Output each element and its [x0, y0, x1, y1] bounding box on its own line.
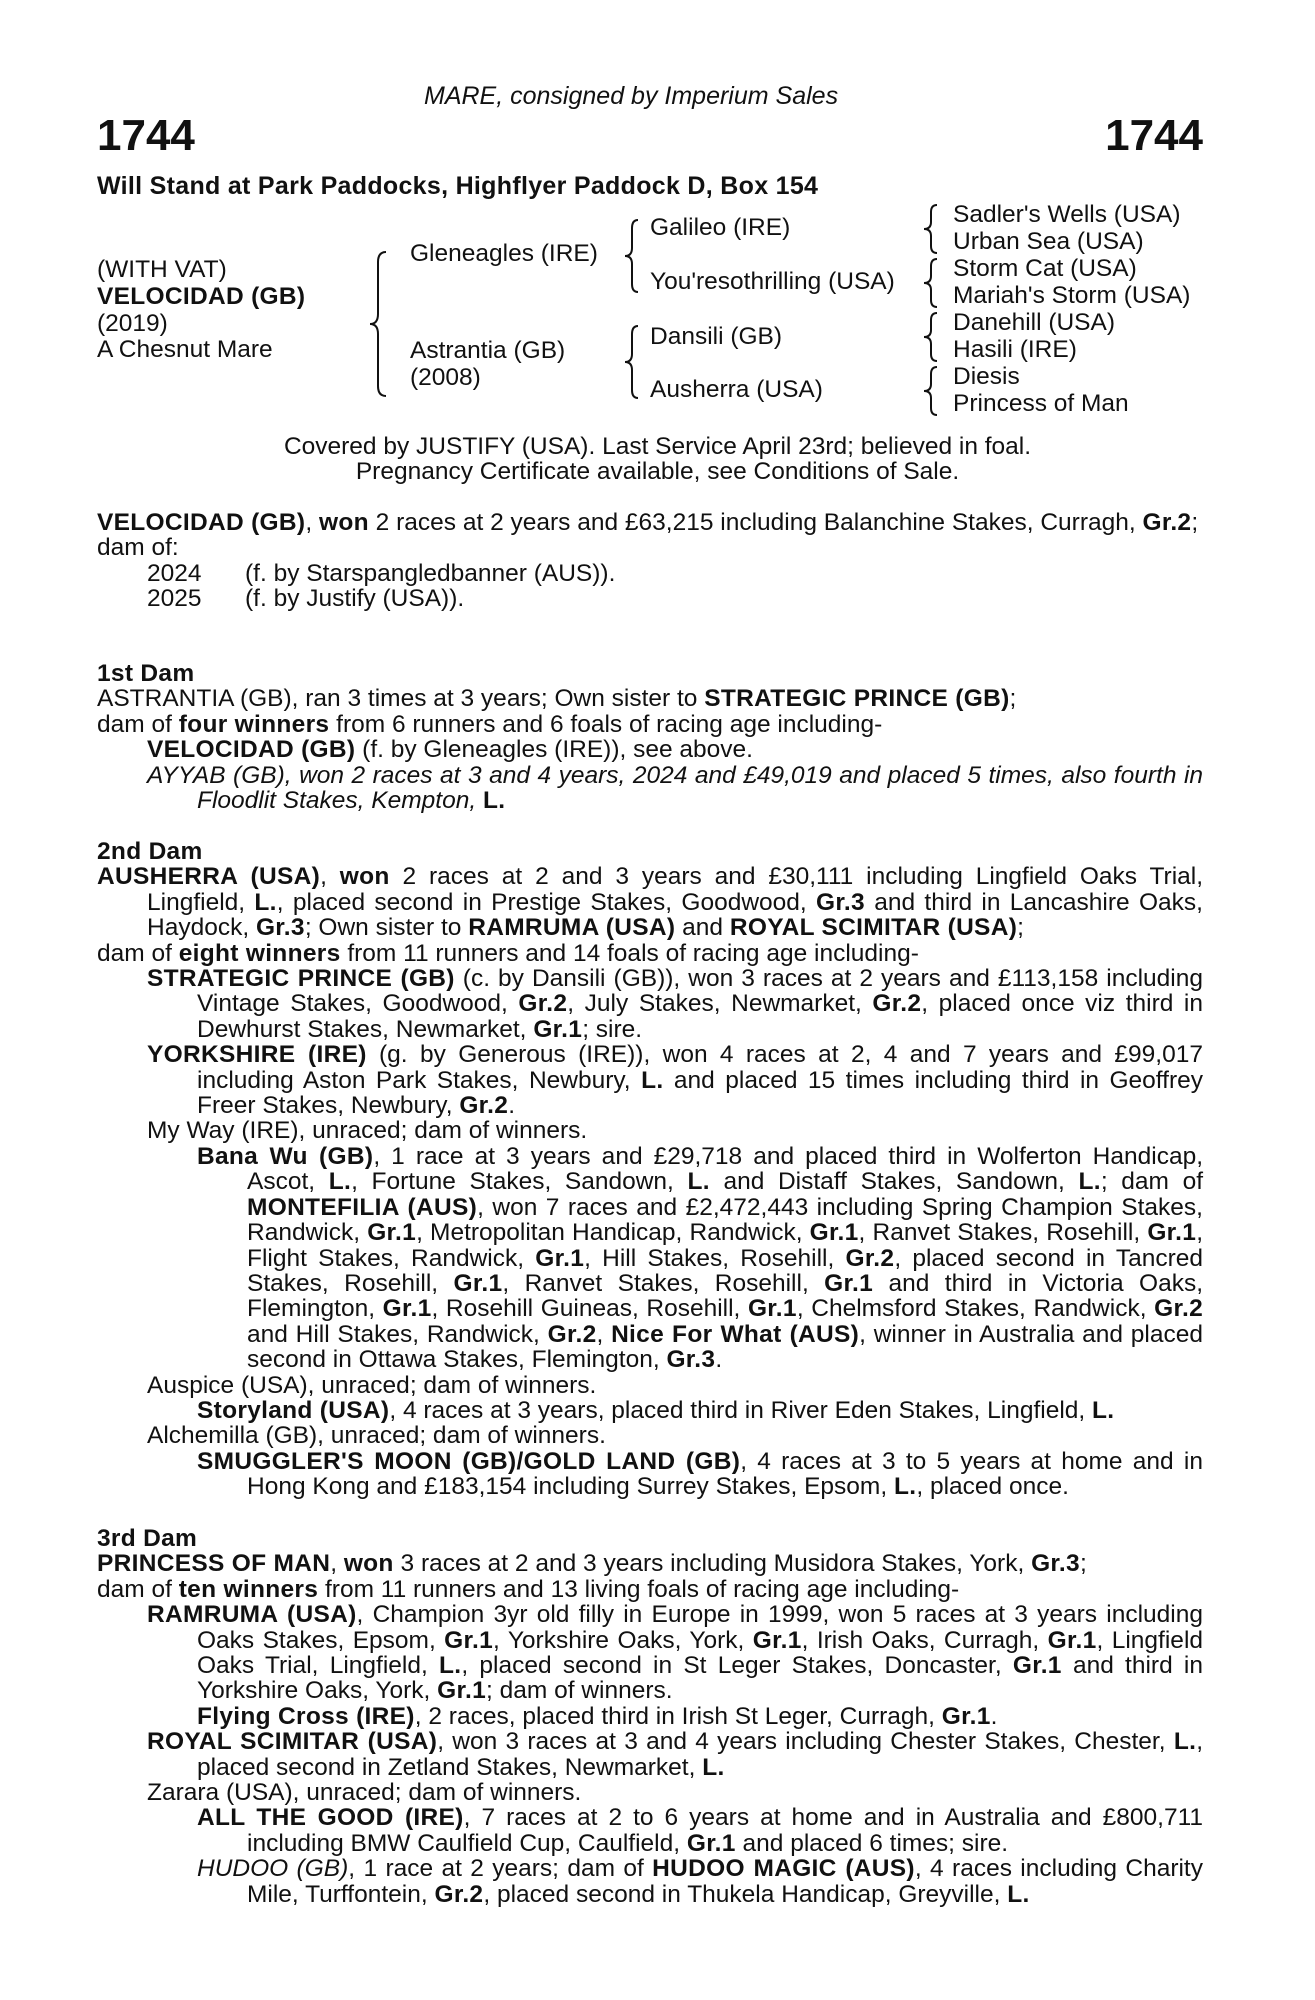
grade-label: Gr.2 — [518, 990, 568, 1018]
first-dam-text: (f. by Gleneagles (IRE)), see above. — [355, 736, 753, 764]
dam-text: , 2 races, placed third in Irish St Leger, Curragh, — [414, 1702, 942, 1730]
pedigree-brace-g1 — [920, 202, 942, 256]
grade-label: Gr.3 — [816, 888, 865, 916]
winners-count: eight winners — [178, 939, 341, 967]
dam-text: , Fortune Stakes, Sandown, — [351, 1168, 688, 1196]
dam-text: viz third in Dewhurst Stakes, Newmarket, — [197, 990, 1204, 1043]
dam-text: including BMW Caulfield Cup, Caulfield, — [247, 1829, 687, 1857]
ancestor-g1: Sadler's Wells (USA) — [953, 201, 1181, 228]
dam-text: , Ranvet Stakes, Rosehill, — [502, 1269, 825, 1297]
ancestor-g2: Urban Sea (USA) — [953, 228, 1144, 255]
location-line: Will Stand at Park Paddocks, Highflyer Paddock D, Box 154 — [97, 172, 819, 200]
dam-text: and — [675, 914, 730, 942]
dam-text: and Distaff Stakes, Sandown, — [709, 1168, 1079, 1196]
grade-label: L. — [1092, 1396, 1115, 1424]
dam-text: in Victoria Oaks, Flemington, — [247, 1269, 1204, 1323]
dam-text: including Vintage Stakes, Goodwood, — [197, 965, 1203, 1018]
ancestor-g8: Princess of Man — [953, 390, 1129, 417]
dam-text: , 4 races including — [914, 1855, 1118, 1883]
dam-text: , 1 race at 2 years; dam of — [348, 1855, 653, 1883]
grade-label: Gr.2 — [872, 990, 922, 1018]
won-label: won — [343, 1550, 394, 1578]
produce-row — [97, 561, 1203, 586]
pedigree-brace-main — [364, 248, 394, 400]
horse-name-italic: HUDOO (GB) — [197, 1855, 349, 1883]
grade-label: Gr.1 — [686, 1829, 736, 1857]
horse-name-bold: VELOCIDAD (GB) — [147, 736, 356, 764]
first-dam-text: fourth in Floodlit Stakes, Kempton, — [197, 761, 1204, 815]
sire-dam-name: You'resothrilling (USA) — [650, 268, 895, 295]
pedigree-brace-g3 — [920, 310, 942, 364]
dam-text: Alchemilla (GB), unraced; dam of winners. — [147, 1422, 606, 1450]
dam-text: 3 races at 2 and 3 years including Musidora Stakes, York, — [393, 1550, 1032, 1578]
grade-label: Gr.1 — [535, 1244, 585, 1272]
first-dam-section — [97, 661, 1203, 813]
ancestor-g6: Hasili (IRE) — [953, 336, 1077, 363]
lot-number-left: 1744 — [97, 111, 195, 160]
grade-label: L. — [482, 787, 506, 815]
dam-text: second in Tancred Stakes, Rosehill, — [247, 1244, 1203, 1297]
grade-label: L. — [328, 1168, 352, 1196]
dam-text: , July Stakes, Newmarket, — [567, 990, 873, 1018]
grade-label: Gr.2 — [845, 1244, 895, 1272]
grade-label: Gr.1 — [382, 1295, 432, 1323]
horse-name-bold: YORKSHIRE (IRE) — [147, 1041, 367, 1069]
produce-row — [97, 586, 1203, 611]
grade-label: Gr.2 — [547, 1320, 597, 1348]
horse-name: VELOCIDAD (GB) — [97, 283, 306, 310]
dam-text: (g. by Generous (IRE)), won 4 races at 2, 4 and 7 years and £99,017 — [366, 1041, 1203, 1069]
grade-label: Gr.3 — [1031, 1550, 1080, 1578]
intro-won: won — [318, 509, 369, 536]
third-dam-heading: 3rd Dam — [97, 1525, 198, 1552]
dam-text: , 4 races at 3 to 5 years at home — [740, 1447, 1123, 1475]
consignment-line: MARE, consigned by Imperium Sales — [424, 82, 839, 110]
grade-label: Gr.1 — [1012, 1652, 1062, 1680]
grade-label: Gr.2 — [1154, 1295, 1203, 1323]
horse-name-bold: SMUGGLER'S MOON (GB)/GOLD LAND (GB) — [197, 1447, 741, 1475]
dam-text: My Way (IRE), unraced; dam of winners. — [147, 1117, 588, 1145]
winners-count: ten winners — [178, 1575, 319, 1603]
intro-dam-of: dam of: — [97, 534, 179, 562]
dam-text: ; sire. — [582, 1015, 643, 1043]
dam-text: ; dam of — [1100, 1168, 1203, 1196]
pedigree-brace-sire — [620, 216, 644, 296]
produce-year: 2025 — [147, 585, 202, 613]
intro-section: VELOCIDAD (GB), won 2 races at 2 years and £63,215 including Balanchine Stakes, Curragh, Gr.2; dam of: 2024 (f. by Starspangledbanner (AUS)). 2025 (f. by Justify (USA)). — [97, 510, 1203, 612]
dam-text: , Hill Stakes, Rosehill, — [584, 1244, 846, 1272]
first-dam-text: , won 2 races at 3 and 4 years, 2024 and £49,019 and placed 5 times, also — [284, 761, 1107, 789]
grade-label: Gr.2 — [459, 1092, 509, 1120]
dam-text: and placed 15 times including third in Geoffrey — [663, 1066, 1203, 1094]
horse-name-bold: STRATEGIC PRINCE (GB) — [147, 965, 455, 993]
dam-text: , won 3 races at 3 and 4 years including Chester Stakes, — [437, 1728, 1067, 1756]
horse-name-bold: AUSHERRA (USA) — [97, 863, 321, 891]
grade-label: L. — [1007, 1880, 1030, 1908]
horse-vat: (WITH VAT) — [97, 256, 227, 283]
grade-label: Gr.1 — [444, 1626, 494, 1654]
winners-count: four winners — [178, 710, 330, 738]
dam-text: Stakes, Randwick, — [247, 1193, 1203, 1247]
dam-text: including Aston Park Stakes, Newbury, — [197, 1066, 642, 1094]
dam-text: Freer Stakes, Newbury, — [197, 1092, 460, 1120]
punct: , — [596, 1320, 612, 1348]
dam-text: and placed 6 times; sire. — [735, 1829, 1009, 1857]
punct: . — [990, 1702, 998, 1730]
grade-label: Gr.1 — [809, 1219, 859, 1247]
pedigree-brace-dam — [620, 322, 644, 402]
grade-label: L. — [439, 1652, 462, 1680]
grade-label: L. — [702, 1753, 725, 1781]
grade-label: Gr.1 — [533, 1015, 583, 1043]
dam-text: , placed second in Zetland Stakes, Newmarket, — [197, 1728, 1203, 1781]
dam-text: , Yorkshire Oaks, York, — [493, 1626, 753, 1654]
dam-text: , 7 races at 2 to 6 years at home and in Australia and £800,711 — [463, 1804, 1204, 1832]
horse-name-italic: AYYAB (GB) — [147, 761, 285, 789]
dam-text: , Champion 3yr old filly in Europe in 1999, won 5 races at 3 years — [356, 1601, 1098, 1629]
dam-text: ; dam of winners. — [486, 1677, 673, 1705]
first-dam-text: ASTRANTIA (GB), ran 3 times at 3 years; Own sister to — [97, 685, 705, 713]
grade-label: Gr.1 — [367, 1219, 417, 1247]
horse-name-bold: RAMRUMA (USA) — [468, 914, 676, 942]
dam-text: winner in Australia and placed second in Ottawa Stakes, Flemington, — [247, 1320, 1203, 1374]
ancestor-g4: Mariah's Storm (USA) — [953, 282, 1191, 309]
grade-label: L. — [254, 888, 277, 916]
covered-line-1: Covered by JUSTIFY (USA). Last Service April 23rd; believed in foal. — [283, 433, 1032, 460]
horse-name-bold: Storyland (USA) — [197, 1396, 390, 1424]
intro-text: 2 races at 2 years and £63,215 including Balanchine Stakes, Curragh, — [368, 509, 1136, 536]
dam-text: dam of — [97, 1575, 179, 1603]
dam-text: Charity Mile, Turffontein, — [247, 1855, 1203, 1908]
grade-label: Gr.1 — [437, 1677, 487, 1705]
dam-text: , placed second in Thukela Handicap, Greyville, — [483, 1880, 1008, 1908]
grade-label: L. — [893, 1473, 917, 1501]
grade-label: Gr.2 — [1142, 509, 1192, 536]
dam-text: Rosehill, — [1046, 1219, 1148, 1247]
grade-label: Gr.1 — [1047, 1626, 1097, 1654]
dam-text: , won 7 races and £2,472,443 including Spring Champion — [477, 1193, 1113, 1221]
dam-year: (2008) — [410, 364, 481, 391]
dam-text: , placed second in St Leger Stakes, Doncaster, — [461, 1652, 1002, 1680]
sire-sire-name: Galileo (IRE) — [650, 214, 791, 241]
dam-text: from 11 runners and 14 foals of racing age including- — [340, 939, 919, 967]
grade-label: Gr.3 — [255, 914, 305, 942]
grade-label: Gr.2 — [434, 1880, 484, 1908]
dam-text: and Hill Stakes, Randwick, — [247, 1320, 548, 1348]
first-dam-text: from 6 runners and 6 foals of racing age including- — [329, 710, 883, 738]
horse-name-bold: STRATEGIC PRINCE (GB) — [704, 685, 1010, 713]
punct: . — [508, 1092, 516, 1120]
grade-label: L. — [1173, 1728, 1197, 1756]
horse-name-bold: ALL THE GOOD (IRE) — [197, 1804, 464, 1832]
dam-text: Auspice (USA), unraced; dam of winners. — [147, 1371, 597, 1399]
horse-name-bold: ROYAL SCIMITAR (USA) — [729, 914, 1018, 942]
punct: ; — [1079, 1550, 1087, 1578]
produce-year: 2024 — [147, 559, 202, 587]
dam-text: including Oaks Stakes, Epsom, — [197, 1601, 1203, 1654]
horse-name-bold: Flying Cross (IRE) — [197, 1702, 415, 1730]
dam-text: , Irish Oaks, Curragh, — [801, 1626, 1040, 1654]
dam-text: 2 races at 2 and 3 years and £30,111 including Lingfield Oaks Trial, — [389, 863, 1204, 891]
punct: ; — [1017, 914, 1024, 942]
dam-text: , Ranvet Stakes, — [858, 1219, 1040, 1247]
ancestor-g7: Diesis — [953, 363, 1020, 390]
grade-label: Gr.1 — [941, 1702, 991, 1730]
horse-name-bold: RAMRUMA (USA) — [147, 1601, 357, 1629]
punct: ; — [1191, 509, 1199, 536]
dam-text: , placed once — [921, 990, 1075, 1018]
ancestor-g5: Danehill (USA) — [953, 309, 1116, 336]
dam-text: , placed once. — [916, 1473, 1069, 1501]
dam-text: , 1 race at 3 years and £29,718 and placed third in Wolferton Handicap, — [373, 1142, 1203, 1170]
dam-text: , Flight Stakes, Randwick, — [247, 1219, 1203, 1272]
intro-horse-name: VELOCIDAD (GB) — [97, 509, 306, 536]
horse-name-bold: ROYAL SCIMITAR (USA) — [147, 1728, 438, 1756]
grade-label: Gr.1 — [1147, 1219, 1197, 1247]
dam-text: , Rosehill Guineas, Rosehill, — [431, 1295, 748, 1323]
grade-label: Gr.1 — [752, 1626, 802, 1654]
produce-desc: (f. by Starspangledbanner (AUS)). — [245, 559, 616, 587]
dam-text: , placed second in Prestige Stakes, Goodwood, — [276, 888, 817, 916]
grade-label: Gr.1 — [453, 1269, 503, 1297]
sire-name: Gleneagles (IRE) — [410, 240, 598, 267]
punct: ; — [1009, 685, 1017, 713]
horse-name-bold: Bana Wu (GB) — [197, 1142, 374, 1170]
horse-year: (2019) — [97, 310, 168, 337]
horse-name-bold: Nice For What (AUS) — [611, 1320, 860, 1348]
dam-text: Chester, — [1074, 1728, 1174, 1756]
dam-text: Oaks, Haydock, — [147, 888, 1203, 942]
dam-text: (c. by Dansili (GB)), won 3 races at 2 years and £113,158 — [454, 965, 1099, 993]
dam-text: from 11 runners and 13 living foals of racing age including- — [318, 1575, 960, 1603]
first-dam-heading: 1st Dam — [97, 660, 195, 687]
horse-name-bold: PRINCESS OF MAN — [97, 1550, 331, 1578]
third-dam-section: 3rd Dam PRINCESS OF MAN, won 3 races at 2 and 3 years including Musidora Stakes, York, Gr.3; dam of ten winners from 11 runners and 13 living foals of racing age including- RAMRUMA (USA), Champion 3yr old filly in Europe in 1999, won 5 races at 3 years including Oaks Stakes, Epsom, Gr.1, Yorkshire Oaks, York, Gr.1, Irish Oaks, Curragh, Gr.1, Lingfield Oaks Trial, Lingfield, L., placed second in St Leger Stakes, Doncaster, Gr.1 and third in Yorkshire Oaks, York, Gr.1; dam of winners. Flying Cross (IRE), 2 races, placed third in Irish St Leger, Curragh, Gr.1. ROYAL SCIMITAR (USA), won 3 races at 3 and 4 years including Chester Stakes, Chester, L., placed second in Zetland Stakes, Newmarket, L. Zarara (USA), unraced; dam of winners. ALL THE GOOD (IRE), 7 races at 2 to 6 years at home and in Australia and £800,711 including BMW Caulfield Cup, Caulfield, Gr.1 and placed 6 times; sire. HUDOO (GB), 1 race at 2 years; dam of HUDOO MAGIC (AUS), 4 races including Charity Mile, Turffontein, Gr.2, placed second in Thukela Handicap, Greyville, L. — [97, 1525, 1204, 1908]
pedigree-brace-g4 — [920, 364, 942, 418]
dam-text: Zarara (USA), unraced; dam of winners. — [147, 1779, 582, 1807]
won-label: won — [339, 863, 390, 891]
horse-name-bold: HUDOO MAGIC (AUS) — [652, 1855, 915, 1883]
dam-text: , placed — [894, 1244, 985, 1272]
covered-line-2: Pregnancy Certificate available, see Conditions of Sale. — [355, 458, 960, 485]
second-dam-section: 2nd Dam AUSHERRA (USA), won 2 races at 2 and 3 years and £30,111 including Lingfield Oaks Trial, Lingfield, L., placed second in Prestige Stakes, Goodwood, Gr.3 and third in Lancashire Oaks, Haydock, Gr.3; Own sister to RAMRUMA (USA) and ROYAL SCIMITAR (USA); dam of eight winners from 11 runners and 14 foals of racing age including- STRATEGIC PRINCE (GB) (c. by Dansili (GB)), won 3 races at 2 years and £113,158 including Vintage Stakes, Goodwood, Gr.2, July Stakes, Newmarket, Gr.2, placed once viz third in Dewhurst Stakes, Newmarket, Gr.1; sire. YORKSHIRE (IRE) (g. by Generous (IRE)), won 4 races at 2, 4 and 7 years and £99,017 including Aston Park Stakes, Newbury, L. and placed 15 times including third in Geoffrey Freer Stakes, Newbury, Gr.2. My Way (IRE), unraced; dam of winners. Bana Wu (GB), 1 race at 3 years and £29,718 and placed third in Wolferton Handicap, Ascot, L., Fortune Stakes, Sandown, L. and Distaff Stakes, Sandown, L.; dam of MONTEFILIA (AUS), won 7 races and £2,472,443 including Spring Champion Stakes, Randwick, Gr.1, Metropolitan Handicap, Randwick, Gr.1, Ranvet Stakes, Rosehill, Gr.1, Flight Stakes, Randwick, Gr.1, Hill Stakes, Rosehill, Gr.2, placed second in Tancred Stakes, Rosehill, Gr.1, Ranvet Stakes, Rosehill, Gr.1 and third in Victoria Oaks, Flemington, Gr.1, Rosehill Guineas, Rosehill, Gr.1, Chelmsford Stakes, Randwick, Gr.2 and Hill Stakes, Randwick, Gr.2, Nice For What (AUS), winner in Australia and placed second in Ottawa Stakes, Flemington, Gr.3. Auspice (USA), unraced; dam of winners. Storyland (USA), 4 races at 3 years, placed third in River Eden Stakes, Lingfield, L. Alchemilla (GB), unraced; dam of winners. SMUGGLER'S MOON (GB)/GOLD LAND (GB), 4 races at 3 to 5 years at home and in Hong Kong and £183,154 including Surrey Stakes, Epsom, L., placed once. — [97, 838, 1204, 1501]
grade-label: Gr.1 — [824, 1269, 874, 1297]
grade-label: Gr.3 — [666, 1346, 716, 1374]
dam-text: , Metropolitan Handicap, Randwick, — [416, 1219, 810, 1247]
dam-text: and in Hong Kong and £183,154 including Surrey Stakes, Epsom, — [247, 1447, 1203, 1501]
grade-label: Gr.1 — [747, 1295, 797, 1323]
second-dam-heading: 2nd Dam — [97, 838, 203, 865]
dam-text: Lingfield, — [147, 888, 255, 916]
dam-dam-name: Ausherra (USA) — [650, 376, 823, 403]
grade-label: L. — [1078, 1168, 1101, 1196]
first-dam-text: dam of — [97, 710, 179, 738]
dam-text: Stakes, Randwick, — [944, 1295, 1155, 1323]
pedigree-brace-g2 — [920, 256, 942, 310]
dam-text: , Lingfield Oaks Trial, Lingfield, — [197, 1626, 1204, 1680]
grade-label: L. — [641, 1066, 664, 1094]
lot-number-right: 1744 — [1105, 111, 1203, 160]
dam-text: and third in Lancashire — [864, 888, 1130, 916]
dam-text: dam of — [97, 939, 179, 967]
dam-text: and third in Yorkshire Oaks, York, — [197, 1652, 1203, 1705]
dam-text: Ascot, — [247, 1168, 329, 1196]
grade-label: L. — [687, 1168, 710, 1196]
dam-name: Astrantia (GB) — [410, 337, 566, 364]
punct: . — [715, 1346, 723, 1374]
produce-desc: (f. by Justify (USA)). — [245, 585, 465, 613]
horse-description: A Chesnut Mare — [97, 336, 273, 363]
dam-text: and third — [873, 1269, 993, 1297]
dam-text: , Chelmsford — [796, 1295, 937, 1323]
dam-sire-name: Dansili (GB) — [650, 323, 783, 350]
dam-text: ; Own sister to — [304, 914, 469, 942]
punct: , — [859, 1320, 866, 1348]
dam-text: , 4 races at 3 years, placed third in River Eden Stakes, Lingfield, — [389, 1396, 1093, 1424]
horse-name-bold: MONTEFILIA (AUS) — [247, 1193, 478, 1221]
ancestor-g3: Storm Cat (USA) — [953, 255, 1137, 282]
